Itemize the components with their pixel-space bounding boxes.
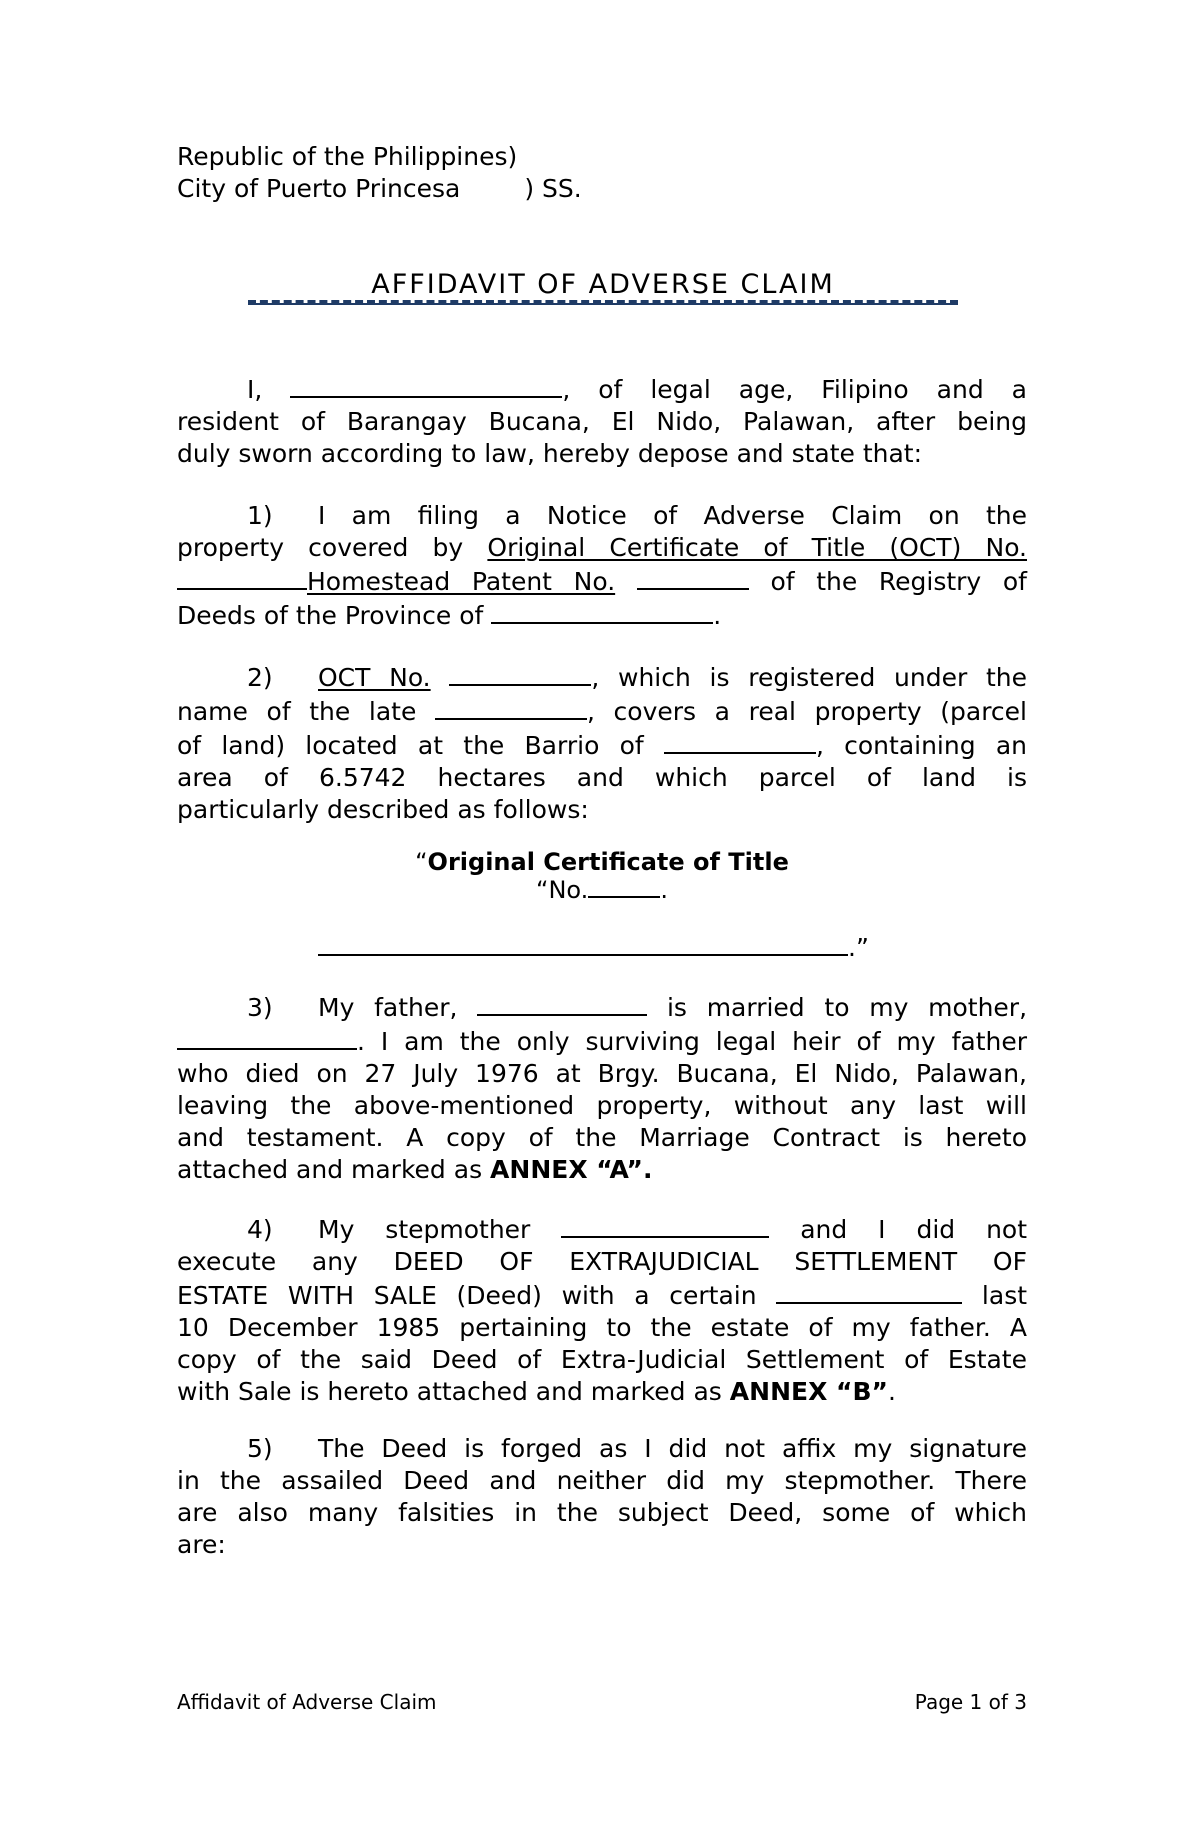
venue-line-1: Republic of the Philippines) <box>177 142 518 171</box>
document-title: AFFIDAVIT OF ADVERSE CLAIM <box>371 269 835 300</box>
item-2-line-5: particularly described as follows: <box>177 795 589 824</box>
stepmother-name-blank <box>561 1212 769 1238</box>
oct-no-blank <box>449 660 591 686</box>
oct-number-blank <box>177 564 307 590</box>
item-2-line-3: of land) located at the Barrio of , containing an <box>177 728 1027 762</box>
venue-city: City of Puerto Princesa <box>177 174 461 203</box>
item-5-line-4: are: <box>177 1530 226 1559</box>
item-3-line-1: 3) My father, is married to my mother, <box>177 990 1027 1024</box>
venue-line-2 <box>177 173 1027 205</box>
item-2-line-4: area of 6.5742 hectares and which parcel of land is <box>177 763 1027 792</box>
item-2-paragraph <box>177 660 1027 826</box>
description-blank <box>318 930 848 956</box>
item-2-line-1: 2) OCT No. , which is registered under the <box>177 660 1027 694</box>
affiant-name-blank <box>290 372 562 398</box>
late-owner-blank <box>435 694 587 720</box>
item-4-line-2: execute any DEED OF EXTRAJUDICIAL SETTLEMENT OF <box>177 1247 1027 1276</box>
quote-number-blank <box>588 876 660 898</box>
quote-title-line: “Original Certificate of Title <box>415 848 789 876</box>
item-4-line-6: with Sale is hereto attached and marked as ANNEX “B”. <box>177 1377 896 1406</box>
province-blank <box>491 598 713 624</box>
buyer-name-blank <box>776 1278 962 1304</box>
item-5-line-3: are also many falsities in the subject Deed, some of which <box>177 1498 1027 1527</box>
item-5-paragraph <box>177 1433 1027 1561</box>
quote-number-line: “No. . <box>536 876 668 904</box>
item-4-line-1: 4) My stepmother and I did not <box>177 1212 1027 1246</box>
page-footer <box>177 1690 1027 1714</box>
title-underline-solid <box>248 303 958 305</box>
title-quote-block <box>177 848 1027 904</box>
item-3-line-4: leaving the above-mentioned property, without any last will <box>177 1091 1027 1120</box>
intro-line-2: resident of Barangay Bucana, El Nido, Palawan, after being <box>177 407 1027 436</box>
intro-line-3: duly sworn according to law, hereby depose and state that: <box>177 439 923 468</box>
footer-page-number: Page 1 of 3 <box>914 1690 1027 1714</box>
item-3-paragraph <box>177 990 1027 1186</box>
item-4-line-5: copy of the said Deed of Extra-Judicial Settlement of Estate <box>177 1345 1027 1374</box>
barrio-blank <box>664 728 816 754</box>
oct-reference: Original Certificate of Title (OCT) No. <box>487 533 1027 562</box>
item-1-line-3: Homestead Patent No. of the Registry of <box>177 564 1027 598</box>
item-3-line-6: attached and marked as ANNEX “A”. <box>177 1155 653 1184</box>
document-title-wrap <box>248 268 958 302</box>
intro-line-1: I, , of legal age, Filipino and a <box>177 372 1027 406</box>
venue-header <box>177 141 1027 205</box>
item-1-line-1: 1) I am filing a Notice of Adverse Claim on the <box>247 501 1027 530</box>
father-name-blank <box>477 990 647 1016</box>
item-1-paragraph <box>177 500 1027 632</box>
item-5-line-1: 5) The Deed is forged as I did not affix my signature <box>247 1434 1027 1463</box>
item-2-line-2: name of the late , covers a real property (parcel <box>177 694 1027 728</box>
venue-ss: ) SS. <box>524 174 582 203</box>
item-3-line-3: who died on 27 July 1976 at Brgy. Bucana, El Nido, Palawan, <box>177 1059 1027 1088</box>
annex-a: ANNEX “A”. <box>490 1155 653 1184</box>
patent-number-blank <box>637 564 749 590</box>
mother-name-blank <box>177 1024 357 1050</box>
item-1-line-4: Deeds of the Province of . <box>177 598 1027 632</box>
footer-document-name: Affidavit of Adverse Claim <box>177 1690 437 1714</box>
item-3-line-2: . I am the only surviving legal heir of my father <box>177 1024 1027 1058</box>
item-1-line-2: property covered by Original Certificate of Title (OCT) No. <box>177 533 1027 562</box>
item-3-line-5: and testament. A copy of the Marriage Contract is hereto <box>177 1123 1027 1152</box>
item-4-paragraph <box>177 1212 1027 1408</box>
quote-description-line: .” <box>177 930 1027 964</box>
annex-b: ANNEX “B” <box>729 1377 888 1406</box>
item-4-line-4: 10 December 1985 pertaining to the estate of my father. A <box>177 1313 1027 1342</box>
homestead-patent-label: Homestead Patent No. <box>307 567 616 596</box>
intro-paragraph <box>177 372 1027 470</box>
item-4-line-3: ESTATE WITH SALE (Deed) with a certain last <box>177 1278 1027 1312</box>
item-5-line-2: in the assailed Deed and neither did my stepmother. There <box>177 1466 1027 1495</box>
